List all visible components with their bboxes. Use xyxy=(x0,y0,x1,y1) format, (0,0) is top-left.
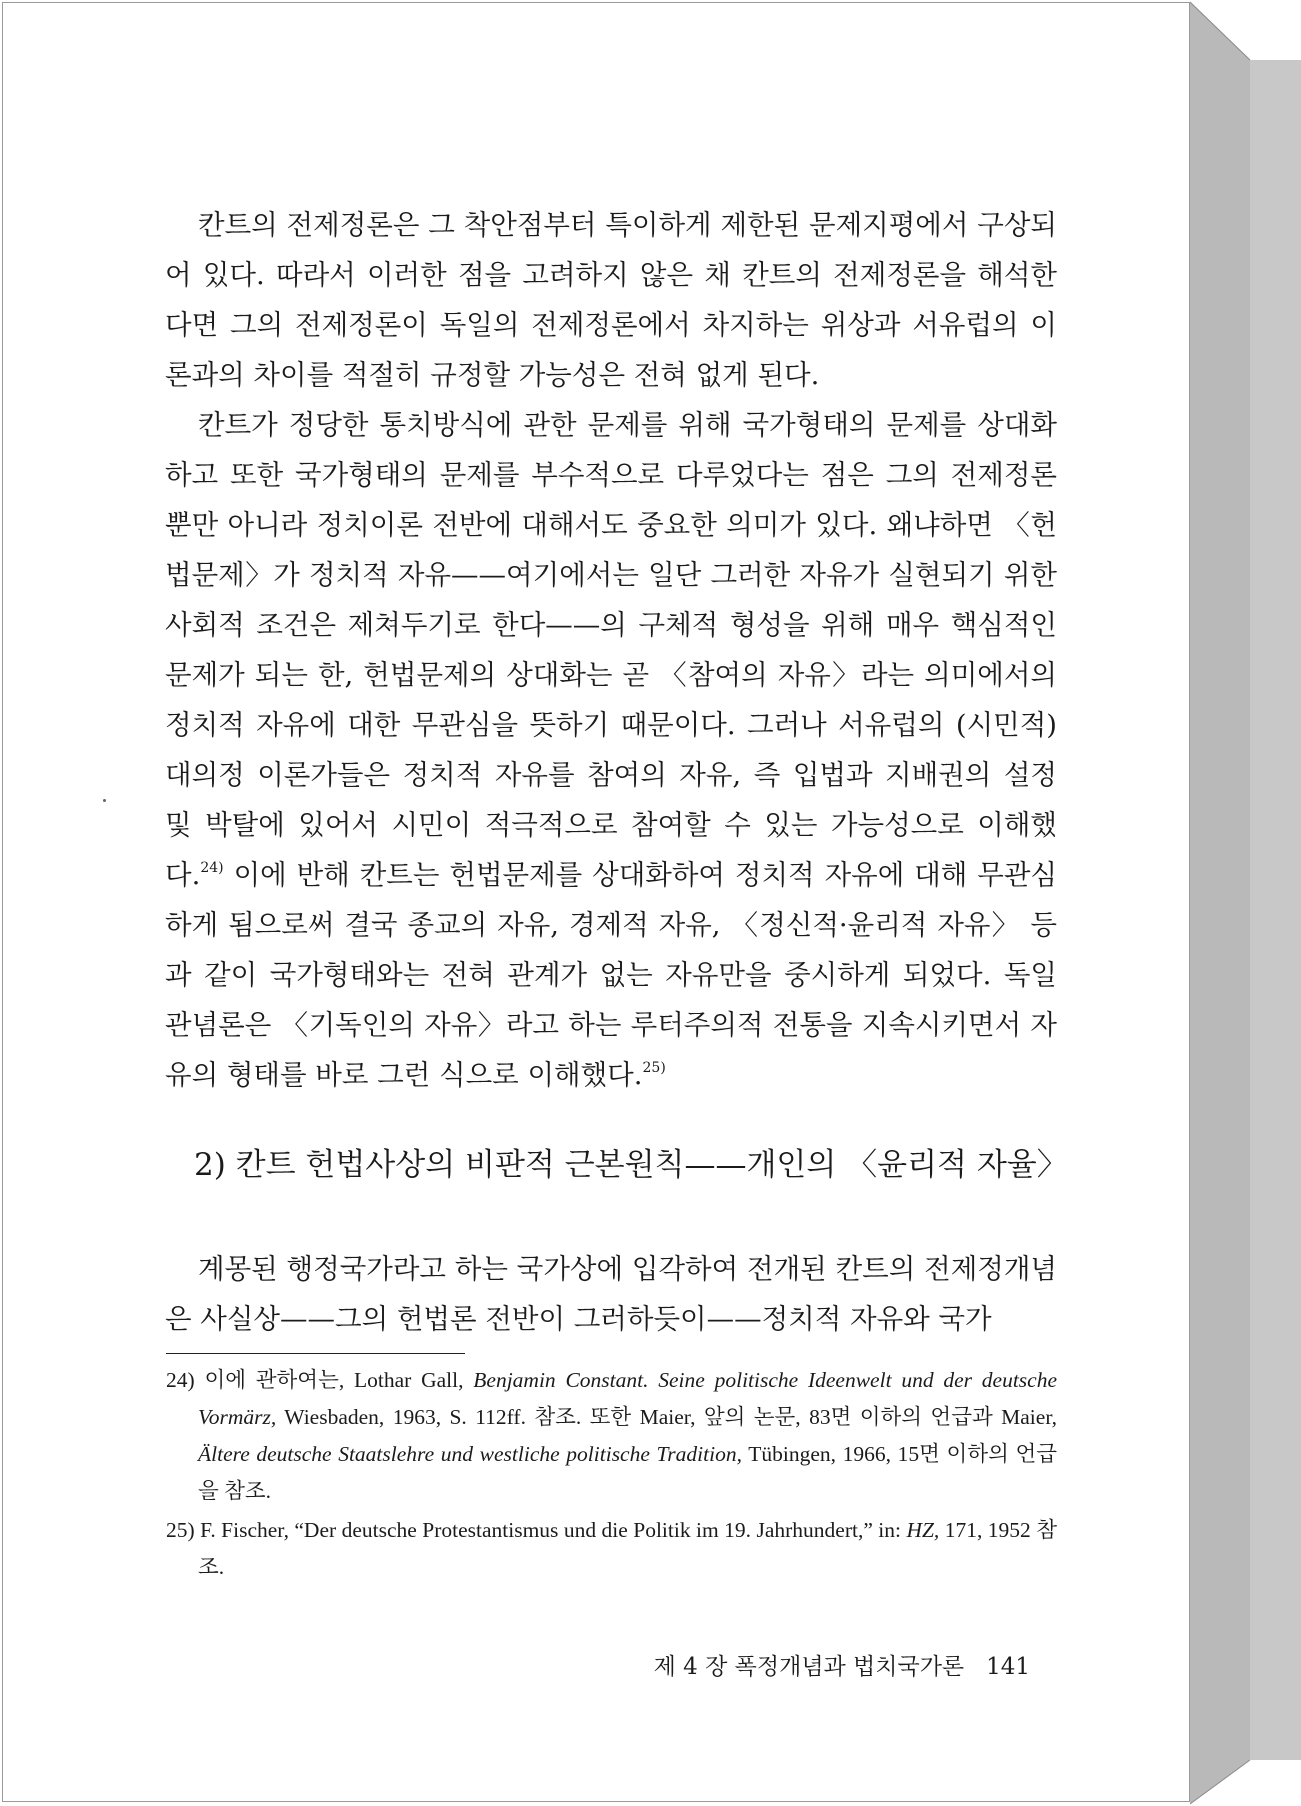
footnote-24-text-d: Wiesbaden, 1963, S. 112ff. 참조. 또한 Maier, 앞의 논문, 83면 이하의 언급과 Maier, xyxy=(284,1405,1057,1429)
footnote-24-text-b: Lothar Gall, xyxy=(354,1368,464,1392)
footnote-ref-25: 25) xyxy=(642,1060,666,1076)
section-body xyxy=(165,1244,1057,1344)
paragraph-2 xyxy=(165,400,1057,1100)
chapter-title: 제 4 장 폭정개념과 법치국가론 xyxy=(653,1654,965,1680)
section-paragraph: 계몽된 행정국가라고 하는 국가상에 입각하여 전개된 칸트의 전제정개념은 사실상——그의 헌법론 전반이 그러하듯이——정치적 자유와 국가 xyxy=(165,1253,1057,1335)
footnote-25-text-a: F. Fischer, “Der deutsche Protestantismus und die Politik im 19. Jahrhundert,” in: xyxy=(200,1518,901,1542)
section-heading: 2) 칸트 헌법사상의 비판적 근본원칙——개인의 〈윤리적 자율〉 xyxy=(194,1147,1068,1183)
paragraph-2-cont: 이에 반해 칸트는 헌법문제를 상대화하여 정치적 자유에 대해 무관심하게 됨으로써 결국 종교의 자유, 경제적 자유, 〈정신적·윤리적 자유〉 등과 같이 국가형태와는 전혀 관계가 없는 자유만을 중시하게 되었다. 독일 관념론은 〈기독인의 자유〉라고 하는 루터주의적 전통을 지속시키면서 자유의 형태를 바로 그런 식으로 이해했다. xyxy=(165,859,1058,1091)
footnote-24-number: 24) xyxy=(166,1368,195,1392)
footnote-24-title-1: Benjamin Constant. Seine politische Ideenwelt und der deutsche Vormärz, xyxy=(198,1368,1058,1429)
margin-speck xyxy=(103,799,106,802)
running-footer xyxy=(640,1648,1030,1681)
footnote-25-number: 25) xyxy=(166,1518,195,1542)
footnote-ref-24: 24) xyxy=(200,860,224,876)
book-side-edge xyxy=(1190,0,1301,1806)
footnote-divider xyxy=(166,1353,465,1354)
footnote-24-text-f: Tübingen, 1966, 15면 이하의 언급을 참조. xyxy=(198,1442,1057,1503)
footnote-24-title-2: Ältere deutsche Staatslehre und westliche politische Tradition, xyxy=(198,1442,742,1466)
body-text xyxy=(165,200,1057,1100)
footnote-25-text-c: 171, 1952 참조. xyxy=(198,1518,1057,1579)
paragraph-1: 칸트의 전제정론은 그 착안점부터 특이하게 제한된 문제지평에서 구상되어 있다. 따라서 이러한 점을 고려하지 않은 채 칸트의 전제정론을 해석한다면 그의 전제정론이 독일의 전제정론에서 차지하는 위상과 서유럽의 이론과의 차이를 적절히 규정할 가능성은 전혀 없게 된다. xyxy=(165,209,1057,391)
page-number: 141 xyxy=(986,1654,1030,1680)
footnote-25-journal: HZ, xyxy=(906,1518,940,1542)
footnote-24 xyxy=(166,1362,1057,1510)
footnote-24-text-a: 이에 관하여는, xyxy=(204,1368,345,1392)
footnotes xyxy=(166,1362,1057,1588)
footnote-25 xyxy=(166,1512,1057,1586)
paragraph-2-text: 칸트가 정당한 통치방식에 관한 문제를 위해 국가형태의 문제를 상대화하고 또한 국가형태의 문제를 부수적으로 다루었다는 점은 그의 전제정론뿐만 아니라 정치이론 전반에 대해서도 중요한 의미가 있다. 왜냐하면 〈헌법문제〉가 정치적 자유——여기에서는 일단 그러한 자유가 실현되기 위한 사회적 조건은 제쳐두기로 한다——의 구체적 형성을 위해 매우 핵심적인 문제가 되는 한, 헌법문제의 상대화는 곧 〈참여의 자유〉라는 의미에서의 정치적 자유에 대한 무관심을 뜻하기 때문이다. 그러나 서유럽의 (시민적) 대의정 이론가들은 정치적 자유를 참여의 자유, 즉 입법과 지배권의 설정 및 박탈에 있어서 시민이 적극적으로 참여할 수 있는 가능성으로 이해했다. xyxy=(165,409,1057,891)
